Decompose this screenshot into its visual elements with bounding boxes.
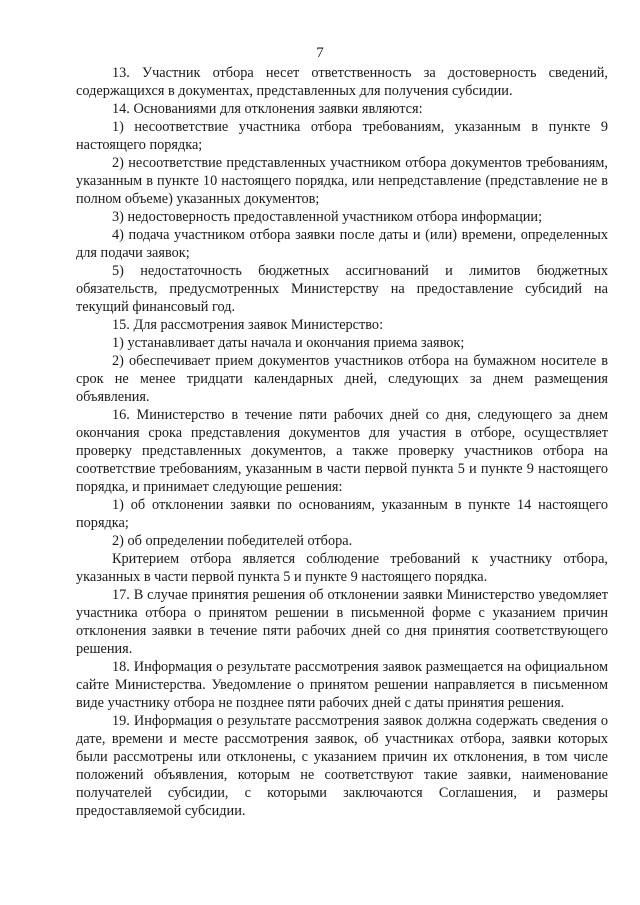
paragraph-19: 19. Информация о результате рассмотрения заявок должна содержать сведения о дате, времени и месте рассмотрения заявок, об участниках отбора, заявки которых были рассмотрены или отклонены, с указанием причин их отклонения, в том числе положений объявления, которым не соответствуют такие заявки, наименование получателей субсидии, с которыми заключаются Соглашения, и размеры предоставляемой субсидии. — [76, 713, 608, 819]
selection-criterion-paragraph: Критерием отбора является соблюдение требований к участнику отбора, указанных в части первой пункта 5 и пункте 9 настоящего порядка. — [76, 551, 608, 585]
paragraph-16: 16. Министерство в течение пяти рабочих дней со дня, следующего за днем окончания срока представления документов для участия в отборе, осуществляет проверку представленных документов, а также проверку участников отбора на соответствие требованиям, указанным в части первой пункта 5 и пункте 9 настоящего порядка, и принимает следующие решения: — [76, 407, 608, 495]
paragraph-16-item-2: 2) об определении победителей отбора. — [112, 533, 353, 549]
document-body — [76, 64, 608, 820]
paragraph-14-item-1: 1) несоответствие участника отбора требованиям, указанным в пункте 9 настоящего порядка; — [76, 119, 608, 153]
paragraph-15: 15. Для рассмотрения заявок Министерство: — [112, 317, 384, 333]
paragraph-14-item-4: 4) подача участником отбора заявки после даты и (или) времени, определенных для подачи заявок; — [76, 227, 608, 261]
paragraph-16-item-1: 1) об отклонении заявки по основаниям, указанным в пункте 14 настоящего порядка; — [76, 497, 608, 531]
paragraph-18: 18. Информация о результате рассмотрения заявок размещается на официальном сайте Министерства. Уведомление о принятом решении направляется в письменном виде участнику отбора не позднее пяти рабочих дней с даты принятия решения. — [76, 659, 608, 711]
page-number: 7 — [316, 45, 324, 61]
paragraph-14-item-3: 3) недостоверность предоставленной участником отбора информации; — [112, 209, 543, 225]
paragraph-15-item-2: 2) обеспечивает прием документов участников отбора на бумажном носителе в срок не менее тридцати календарных дней, следующих за днем размещения объявления. — [76, 353, 608, 405]
paragraph-13: 13. Участник отбора несет ответственность за достоверность сведений, содержащихся в документах, представленных для получения субсидии. — [76, 65, 608, 99]
paragraph-17: 17. В случае принятия решения об отклонении заявки Министерство уведомляет участника отбора о принятом решении в письменной форме с указанием причин отклонения заявки в течение пяти рабочих дней со дня принятия соответствующего решения. — [76, 587, 608, 657]
paragraph-14-item-5: 5) недостаточность бюджетных ассигнований и лимитов бюджетных обязательств, предусмотренных Министерству на предоставление субсидий на текущий финансовый год. — [76, 263, 608, 315]
paragraph-14: 14. Основаниями для отклонения заявки являются: — [112, 101, 423, 117]
paragraph-14-item-2: 2) несоответствие представленных участником отбора документов требованиям, указанным в пункте 10 настоящего порядка, или непредставление (представление не в полном объеме) указанных документов; — [76, 155, 608, 207]
paragraph-15-item-1: 1) устанавливает даты начала и окончания приема заявок; — [112, 335, 465, 351]
